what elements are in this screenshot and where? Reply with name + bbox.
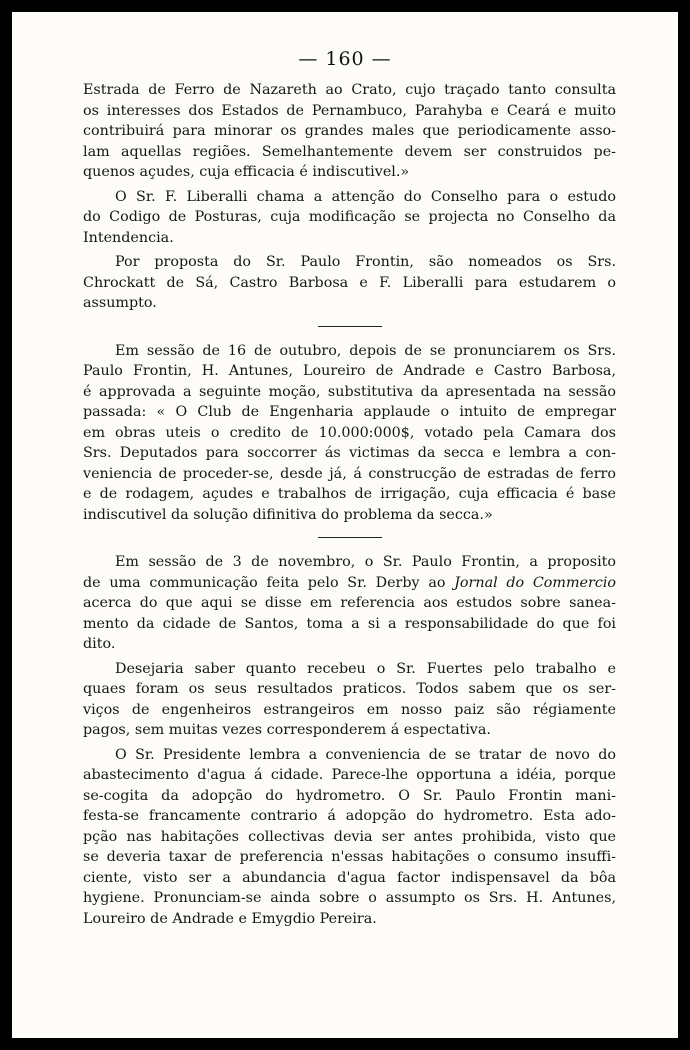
text-line: Por proposta do Sr. Paulo Frontin, são nomeados os Srs. [115,254,616,270]
text-line: se-cogita da adopção do hydrometro. O Sr. Paulo Frontin mani- [83,787,616,804]
text-line: pagos, sem muitas vezes corresponderem á espectativa. [83,722,491,738]
text-line: O Sr. F. Liberalli chama a attenção do Conselho para o estudo [115,188,616,205]
text-line: Loureiro de Andrade e Emygdio Pereira. [83,910,377,927]
text-line: lam aquellas regiões. Semelhantemente devem ser construidos pe- [83,143,616,160]
text-line: festa-se francamente contrario á adopção do hydrometro. Esta ado- [83,808,616,824]
text-line: quenos açudes, cuja efficacia é indiscutivel.» [83,164,410,180]
newspaper-title: Jornal do Commercio [454,574,617,591]
text-line: é approvada a seguinte moção, substitutiva da apresentada na sessão [83,383,616,400]
text-line: acerca do que aqui se disse em referencia aos estudos sobre sanea- [83,595,616,611]
text-line: O Sr. Presidente lembra a conveniencia de se tratar de novo do [115,746,616,763]
text-line: de uma communicação feita pelo Sr. Derby ao Jornal do Commercio [83,574,617,591]
text-line: quaes foram os seus resultados praticos. Todos sabem que os ser- [83,681,616,697]
body-text [83,80,616,929]
page-number: — 160 — [298,48,392,70]
text-line: dito. [83,636,116,652]
text-line: viços de engenheiros estrangeiros em nosso paiz são régiamente [83,701,616,718]
section-separator [318,537,382,538]
text-line: em obras uteis o credito de 10.000:000$, votado pela Camara dos [83,424,616,441]
paragraph-abastecimento-agua [83,745,616,930]
text-line: mento da cidade de Santos, toma a si a responsabilidade do que foi [83,615,616,632]
text-line: veniencia de proceder-se, desde já, á construcção de estradas de ferro [83,465,616,482]
text-line: Estrada de Ferro de Nazareth ao Crato, cujo traçado tanto consulta [83,82,616,98]
paragraph-sessao-3-novembro [83,552,616,655]
text-line: se deveria taxar de preferencia n'essas habitações o consumo insuffi- [83,849,616,865]
text-line: assumpto. [83,295,157,311]
paragraph-sessao-16-outubro [83,341,616,526]
text-line: Em sessão de 16 de outubro, depois de se pronunciarem os Srs. [115,342,616,359]
text-line: hygiene. Pronunciam-se ainda sobre o assumpto os Srs. H. Antunes, [83,890,616,906]
section-separator [318,326,382,327]
text-line: Chrockatt de Sá, Castro Barbosa e F. Liberalli para estudarem o [83,274,616,291]
text-line: os interesses dos Estados de Pernambuco, Parahyba e Ceará e muito [83,102,616,119]
paragraph-fuertes [83,659,616,741]
text-line: indiscutivel da solução difinitiva do problema da secca.» [83,506,493,523]
text-line: Srs. Deputados para soccorrer ás victimas da secca e lembra a con- [83,445,616,461]
text-line: contribuirá para minorar os grandes males que periodicamente asso- [83,123,616,139]
text-line: Desejaria saber quanto recebeu o Sr. Fuertes pelo trabalho e [115,660,616,677]
document-page [12,12,678,1038]
text-line: passada: « O Club de Engenharia applaude o intuito de empregar [83,404,616,420]
text-line: do Codigo de Posturas, cuja modificação se projecta no Conselho da [83,209,616,225]
text-line: Em sessão de 3 de novembro, o Sr. Paulo Frontin, a proposito [115,554,616,570]
text-line: Intendencia. [83,229,174,246]
paragraph-railway-continuation [83,80,616,183]
paragraph-codigo-posturas [83,187,616,249]
text-line: Paulo Frontin, H. Antunes, Loureiro de Andrade e Castro Barbosa, [83,363,616,379]
text-line: ciente, visto ser a abundancia d'agua factor indispensavel da bôa [83,869,616,886]
paragraph-nomeacao [83,252,616,314]
text-line: abastecimento d'agua á cidade. Parece-lhe opportuna a idéia, porque [83,767,616,783]
text-line: e de rodagem, açudes e trabalhos de irrigação, cuja efficacia é base [83,486,616,502]
text-line: pção nas habitações collectivas devia ser antes prohibida, visto que [83,828,616,845]
